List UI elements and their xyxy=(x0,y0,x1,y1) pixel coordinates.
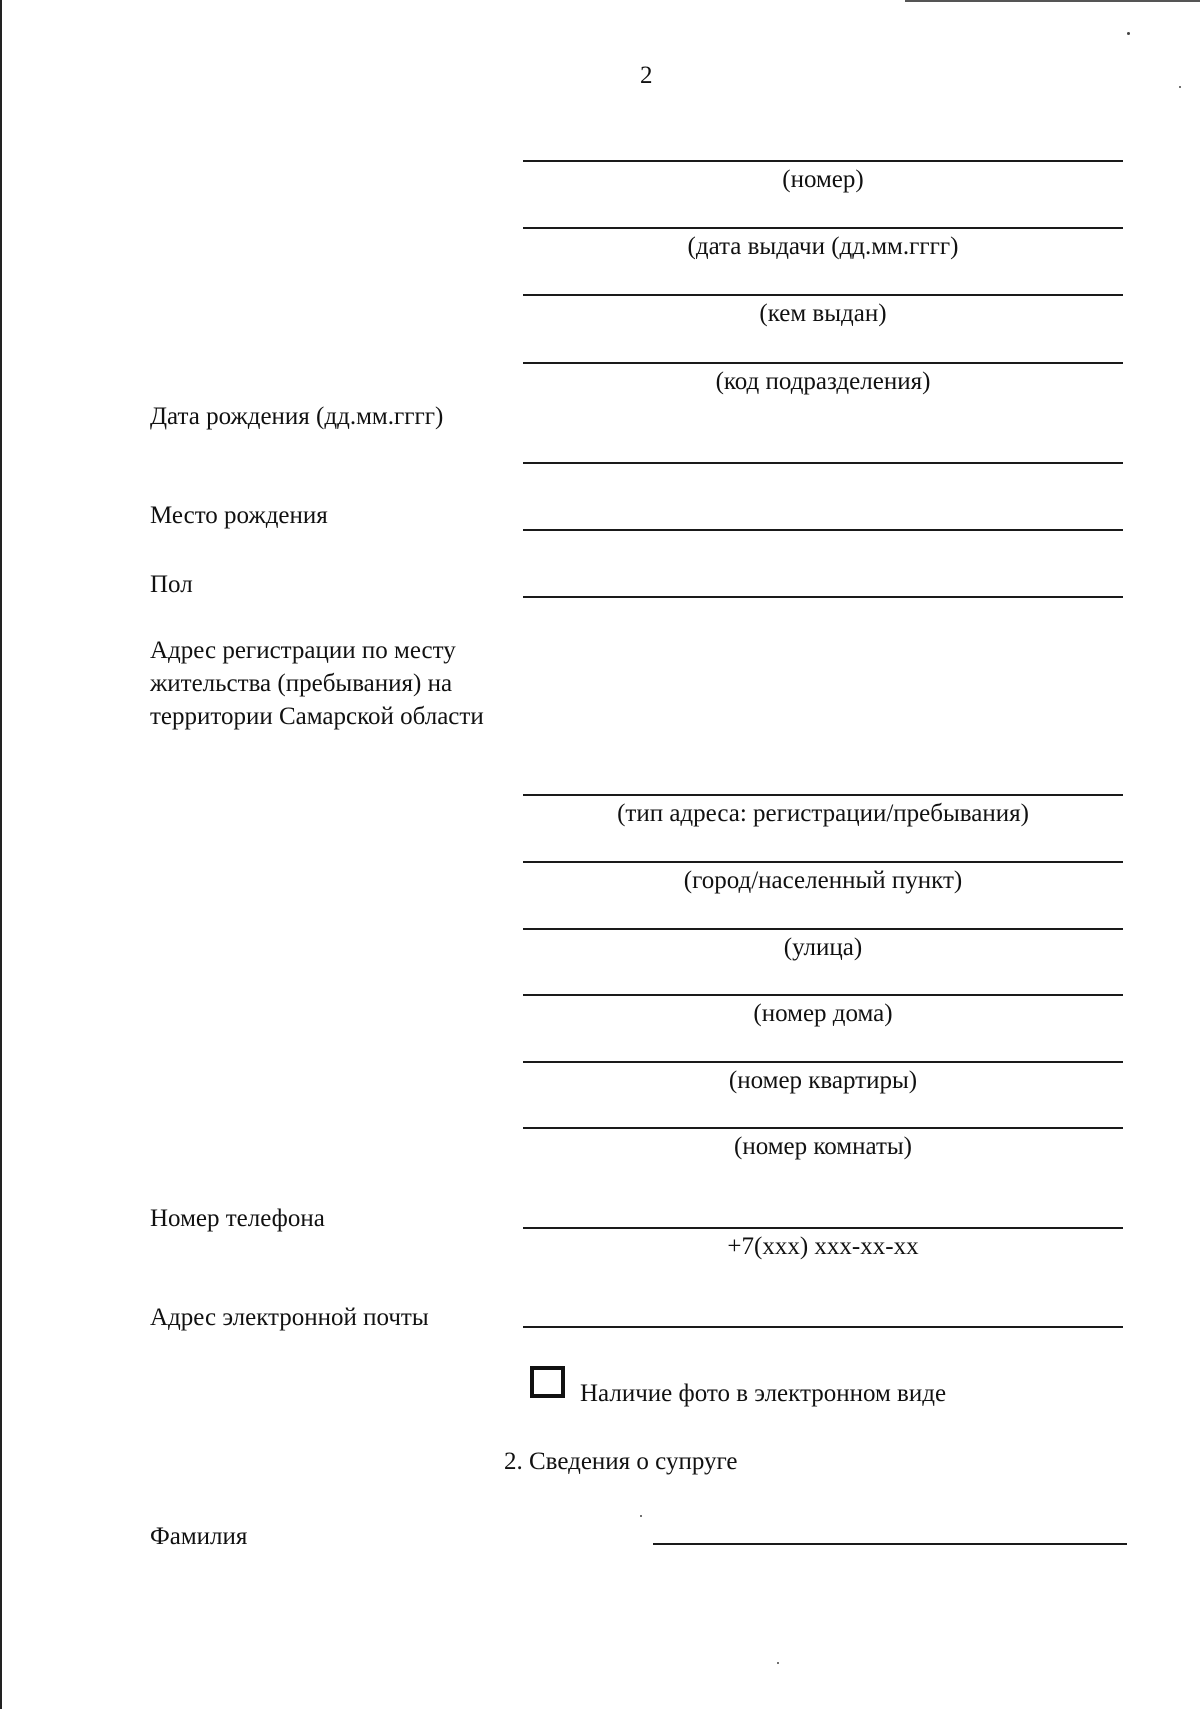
phone-line[interactable] xyxy=(523,1227,1123,1229)
scan-edge-left xyxy=(0,0,2,1709)
birth-date-line[interactable] xyxy=(523,462,1123,464)
issue-date-line[interactable] xyxy=(523,227,1123,229)
address-type-line[interactable] xyxy=(523,794,1123,796)
birth-date-label: Дата рождения (дд.мм.гггг) xyxy=(150,403,444,430)
house-line[interactable] xyxy=(523,994,1123,996)
email-label: Адрес электронной почты xyxy=(150,1304,429,1331)
photo-checkbox[interactable] xyxy=(530,1366,565,1398)
scan-edge-top xyxy=(905,0,1200,2)
division-code-caption: (код подразделения) xyxy=(715,368,931,395)
sex-label: Пол xyxy=(150,571,193,598)
scan-speck xyxy=(640,1515,642,1517)
sex-line[interactable] xyxy=(523,596,1123,598)
section-heading: 2. Сведения о супруге xyxy=(504,1448,738,1475)
apartment-line[interactable] xyxy=(523,1061,1123,1063)
issue-date-caption: (дата выдачи (дд.мм.гггг) xyxy=(687,233,959,260)
surname-line[interactable] xyxy=(653,1543,1127,1545)
scan-speck xyxy=(1127,32,1130,35)
room-caption: (номер комнаты) xyxy=(734,1133,912,1160)
birth-place-label: Место рождения xyxy=(150,502,328,529)
address-type-caption: (тип адреса: регистрации/пребывания) xyxy=(617,800,1029,827)
birth-place-line[interactable] xyxy=(523,529,1123,531)
room-line[interactable] xyxy=(523,1127,1123,1129)
registration-address-label: Адрес регистрации по месту жительства (пребывания) на территории Самарской области xyxy=(150,637,484,730)
passport-number-caption: (номер) xyxy=(782,166,864,193)
phone-label: Номер телефона xyxy=(150,1205,325,1232)
apartment-caption: (номер квартиры) xyxy=(728,1067,918,1094)
page-number: 2 xyxy=(640,62,653,89)
phone-format-caption: +7(xxx) xxx-xx-xx xyxy=(727,1233,919,1260)
scan-speck xyxy=(777,1662,779,1664)
photo-checkbox-label: Наличие фото в электронном виде xyxy=(580,1380,947,1407)
email-line[interactable] xyxy=(523,1326,1123,1328)
issued-by-line[interactable] xyxy=(523,294,1123,296)
city-line[interactable] xyxy=(523,861,1123,863)
passport-number-line[interactable] xyxy=(523,160,1123,162)
surname-label: Фамилия xyxy=(150,1523,248,1550)
house-caption: (номер дома) xyxy=(753,1000,893,1027)
scan-speck xyxy=(1179,86,1181,88)
street-line[interactable] xyxy=(523,928,1123,930)
street-caption: (улица) xyxy=(783,934,863,961)
issued-by-caption: (кем выдан) xyxy=(759,300,887,327)
city-caption: (город/населенный пункт) xyxy=(683,867,963,894)
division-code-line[interactable] xyxy=(523,362,1123,364)
